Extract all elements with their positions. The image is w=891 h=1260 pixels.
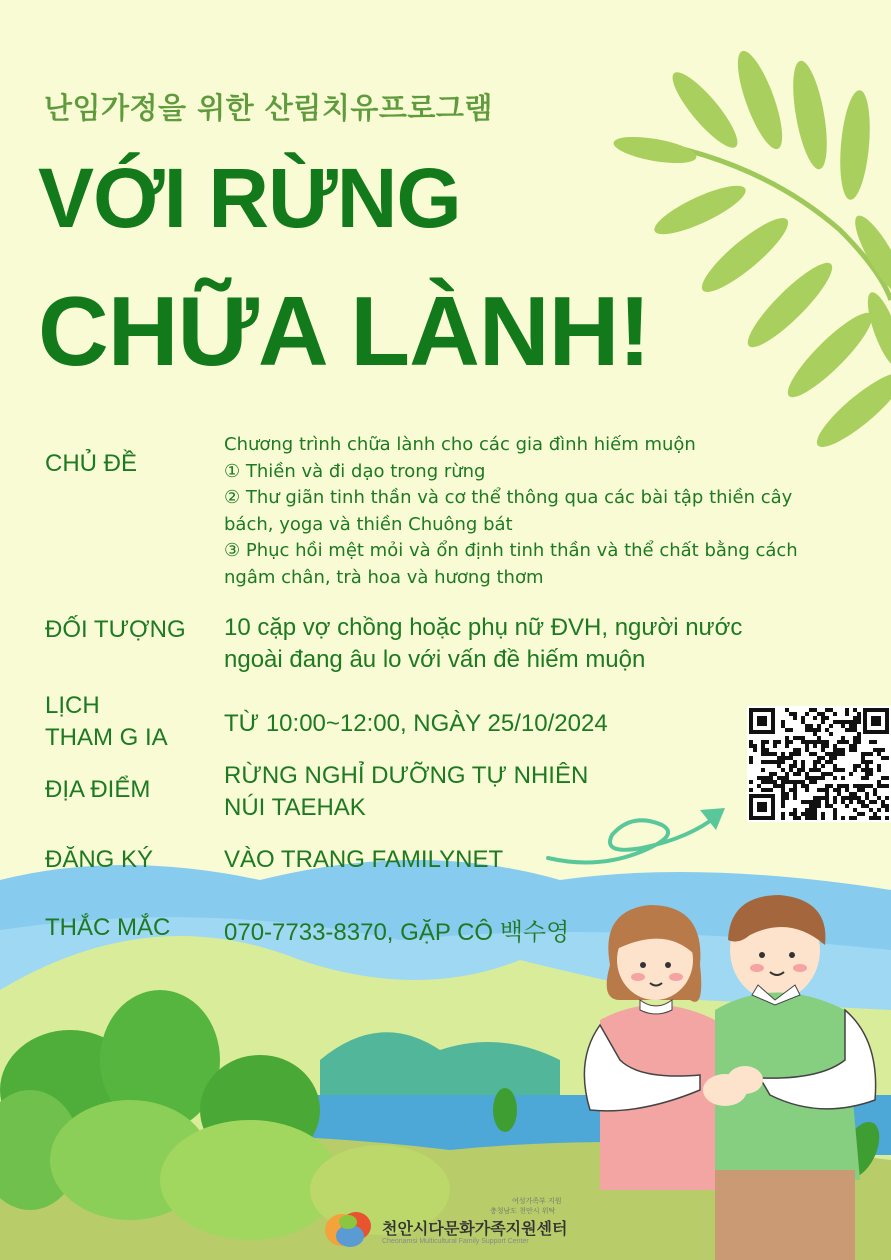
org-name: 천안시다문화가족지원센터: [382, 1219, 568, 1238]
theme-line: ③ Phục hồi mệt mỏi và ổn định tinh thần và thể chất bằng cách: [224, 540, 798, 561]
schedule-value: TỪ 10:00~12:00, NGÀY 25/10/2024: [224, 710, 608, 737]
inquiry-label: THẮC MẮC: [45, 914, 171, 941]
schedule-label-1: LỊCH: [45, 692, 100, 719]
korean-subtitle: 난임가정을 위한 산림치유프로그램: [44, 91, 493, 125]
fern-leaf-decoration: [612, 46, 891, 456]
theme-line: ② Thư giãn tinh thần và cơ thể thông qua các bài tập thiền cây: [224, 487, 793, 508]
curly-arrow-icon: [548, 808, 725, 863]
register-label: ĐĂNG KÝ: [45, 846, 154, 873]
org-small-text-2: 충청남도 천안시 위탁: [490, 1207, 556, 1215]
org-small-text-1: 여성가족부 지원: [512, 1197, 562, 1205]
theme-line: Chương trình chữa lành cho các gia đình hiếm muộn: [224, 434, 696, 455]
logo-mark-icon: [322, 1202, 378, 1252]
audience-line-1: 10 cặp vợ chồng hoặc phụ nữ ĐVH, người nước: [224, 614, 743, 641]
register-value: VÀO TRANG FAMILYNET: [224, 846, 504, 873]
location-label: ĐỊA ĐIỂM: [45, 776, 151, 803]
audience-line-2: ngoài đang âu lo với vấn đề hiếm muộn: [224, 646, 646, 673]
schedule-label-2: THAM G IA: [45, 724, 168, 751]
audience-label: ĐỐI TƯỢNG: [45, 616, 186, 643]
inquiry-value: 070-7733-8370, GẶP CÔ 백수영: [224, 919, 570, 946]
theme-line: ngâm chân, trà hoa và hương thơm: [224, 566, 544, 588]
qr-code[interactable]: [747, 706, 891, 822]
theme-line: ① Thiền và đi dạo trong rừng: [224, 460, 486, 482]
organization-logo: [322, 1196, 582, 1252]
theme-label: CHỦ ĐỀ: [45, 450, 138, 477]
location-line-2: NÚI TAEHAK: [224, 794, 366, 821]
location-line-1: RỪNG NGHỈ DƯỠNG TỰ NHIÊN: [224, 762, 589, 789]
title-line-1: VỚI RỪNG: [38, 151, 461, 245]
theme-line: bách, yoga và thiền Chuông bát: [224, 513, 513, 535]
theme-description: [224, 432, 824, 591]
title-line-2: CHỮA LÀNH!: [38, 276, 651, 386]
org-english-name: Cheonamsi Multicultural Family Support Center: [382, 1238, 529, 1245]
